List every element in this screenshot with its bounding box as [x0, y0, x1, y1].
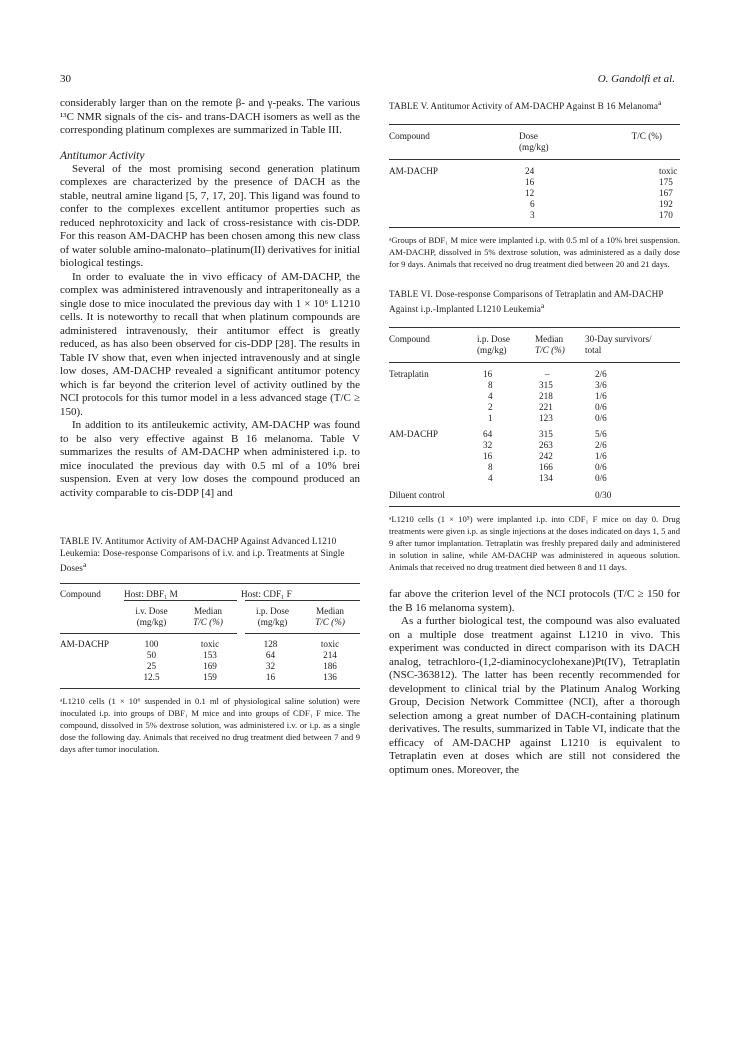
table-v-grid [389, 124, 680, 228]
table-cell: 50 [146, 650, 157, 661]
table-cell: 170 [659, 210, 673, 221]
table-cell: – [545, 369, 550, 380]
row-label: Diluent control [389, 490, 445, 501]
col-header: total [585, 345, 602, 356]
table-cell: 5/6 [595, 429, 607, 440]
table-iv-grid [60, 583, 360, 689]
col-header: Host: CDF₁ F [241, 589, 292, 600]
table-row [389, 188, 680, 199]
table-cell: 2 [488, 402, 493, 413]
paragraph: far above the criterion level of the NCI protocols (T/C ≥ 150 for the B 16 melanoma system). [389, 588, 680, 614]
table-cell: 167 [659, 188, 673, 199]
table-row [389, 210, 680, 228]
table-row [389, 484, 680, 507]
col-header: (mg/kg) [519, 142, 549, 153]
table-iv [60, 535, 360, 755]
row-label: Tetraplatin [389, 369, 429, 380]
col-header: i.p. Dose [241, 601, 300, 618]
table-row [60, 672, 360, 689]
col-header: (mg/kg) [241, 617, 300, 634]
table-cell: 123 [539, 413, 553, 424]
table-cell: 32 [483, 440, 493, 451]
col-header: i.v. Dose [124, 601, 179, 618]
table-cell: 159 [203, 672, 217, 683]
paragraph: considerably larger than on the remote β- and γ-peaks. The various ¹³C NMR signals of the cis- and trans-DACH isomers as well as the corresponding platinum complexes are summarized in Table III. [60, 97, 360, 136]
table-cell: 221 [539, 402, 553, 413]
table-row [389, 462, 680, 473]
table-cell: 263 [539, 440, 553, 451]
running-head: O. Gandolfi et al. [597, 73, 675, 85]
table-cell: 12.5 [143, 672, 160, 683]
right-column [389, 97, 680, 777]
section-heading: Antitumor Activity [60, 149, 145, 162]
table-cell: 128 [263, 639, 278, 650]
table-cell: 16 [483, 369, 493, 380]
paragraph: In order to evaluate the in vivo efficacy of AM-DACHP, the complex was administered intravenously and intraperitoneally as a single dose to mice inoculated the previous day with 1 × 10⁶ L1210 cells. It is noteworthy to recall that when platinum compounds are administered intravenously, their antitumor effect is greatly reduced, as has also been observed for cis-DDP [28]. The results in Table IV show that, even when injected intravenously and at single low doses, AM-DACHP revealed a significant antitumor potency which is far beyond the criterion level of activity outlined by the NCI protocols for this tumor model in a less advanced stage (T/C ≥ 150). [60, 270, 360, 418]
table-cell: 134 [539, 473, 553, 484]
table-cell: 166 [539, 462, 553, 473]
table-row [389, 391, 680, 402]
table-cell: 16 [525, 177, 535, 188]
table-cell: toxic [659, 166, 678, 177]
table-cell: 16 [265, 672, 276, 683]
table-row [389, 413, 680, 424]
paragraph: Several of the most promising second generation platinum complexes are characterized by the presence of DACH as the stable, neutral amine ligand [5, 7, 17, 20]. This ligand was found to confer to the complexes excellent antitumor properties such as reduced nephrotoxicity and lack of cross-resistance with cis-DDP. For this reason AM-DACHP has been chosen among this new class of water soluble amino-malonato–platinum(II) derivatives for initial biological testings. [60, 162, 360, 269]
table-row [60, 634, 360, 651]
col-header: i.p. Dose [477, 334, 510, 345]
table-cell: 8 [488, 380, 493, 391]
table-cell: 6 [530, 199, 535, 210]
table-row [60, 650, 360, 661]
table-cell: 1/6 [595, 391, 607, 402]
row-label: AM-DACHP [60, 639, 110, 650]
paragraph: As a further biological test, the compound was also evaluated on a multiple dose treatment against L1210 in vivo. This experiment was conducted in direct comparison with its DACH analog, tetrachloro-(1,2-diaminocyclohexane)Pt(IV), Tetraplatin (NSC-363812). The latter has been recently recommended for development to clinical trial by the Platinum Analog Working Group, Decision Network Committee (NCI), after a thorough selection among a great number of DACH-containing platinum derivatives. The results, summarized in Table VI, indicate that the efficacy of AM-DACHP against L1210 is equivalent to Tetraplatin even at doses which are still not considered the optimum ones. Moreover, the [389, 615, 680, 776]
table-cell: 0/6 [595, 413, 607, 424]
table-footnote: ᵃGroups of BDF₁ M mice were implanted i.p. with 0.5 ml of a 10% brei suspension. AM-DACHP, dissolved in 5% dextrose solution, was administered as a daily dose for 9 days. Animals that received no drug treatment died between 20 and 21 days. [389, 235, 680, 270]
table-caption: TABLE V. Antitumor Activity of AM-DACHP Against B 16 Melanoma$^a$ [389, 98, 662, 112]
table-cell: 3 [530, 210, 535, 221]
table-cell: 315 [539, 429, 553, 440]
table-footnote: ᵃL1210 cells (1 × 10⁵) were implanted i.p. into CDF₁ F mice on day 0. Drug treatments were given i.p. as single injections at the doses indicated on days 1, 5 and 9 after tumor implantation. Tetraplatin was freshly prepared daily and administered in solution in saline, while AM-DACHP was administered in aqueous solution. Animals that received no drug treatment died between 8 and 11 days. [389, 514, 680, 573]
table-cell: 1 [488, 413, 493, 424]
table-cell: 175 [659, 177, 673, 188]
table-row [389, 440, 680, 451]
col-header: Compound [60, 589, 101, 600]
table-vi-grid [389, 327, 680, 507]
table-cell: 214 [323, 650, 337, 661]
col-header: T/C (%) [631, 131, 662, 142]
table-cell: toxic [320, 639, 340, 650]
table-row [60, 661, 360, 672]
table-cell: 2/6 [595, 369, 607, 380]
col-header: T/C (%) [535, 345, 565, 356]
col-header: Host: DBF₁ M [124, 589, 178, 600]
table-cell: 3/6 [595, 380, 607, 391]
table-cell: 192 [659, 199, 673, 210]
table-cell: 0/6 [595, 462, 607, 473]
table-row [389, 160, 680, 178]
table-cell: 1/6 [595, 451, 607, 462]
col-header: T/C (%) [193, 617, 223, 628]
table-row [389, 451, 680, 462]
col-header: (mg/kg) [477, 345, 507, 356]
table-v [389, 97, 680, 270]
table-cell: 218 [539, 391, 553, 402]
table-cell: 12 [525, 188, 535, 199]
table-row [389, 380, 680, 391]
table-row [389, 199, 680, 210]
table-cell: 0/6 [595, 402, 607, 413]
table-cell: 100 [144, 639, 159, 650]
table-caption: TABLE IV. Antitumor Activity of AM-DACHP Against Advanced L1210 Leukemia: Dose-response Comparisons of i.v. and i.p. Treatments at Single Doses$^a$ [60, 536, 345, 574]
col-header: T/C (%) [315, 617, 345, 628]
table-cell: 242 [539, 451, 553, 462]
col-header: Median [300, 601, 360, 618]
table-cell: 64 [265, 650, 276, 661]
table-vi [389, 288, 680, 573]
table-cell: 2/6 [595, 440, 607, 451]
col-header: 30-Day survivors/ [585, 334, 652, 345]
table-footnote: ᵃL1210 cells (1 × 10⁶ suspended in 0.1 ml of physiological saline solution) were inoculated i.p. into groups of DBF₁ M mice and into groups of CDF₁ F mice. The compound, dissolved in 5% dextrose solution, was administered i.v. or i.p. as a single dose the following day. Animals that received no drug treatment died between 7 and 9 days after tumor inoculation. [60, 696, 360, 755]
table-cell: 186 [323, 661, 337, 672]
table-cell: 315 [539, 380, 553, 391]
table-cell: 136 [323, 672, 337, 683]
table-cell: 169 [203, 661, 217, 672]
row-label: AM-DACHP [389, 166, 439, 177]
table-cell: 32 [265, 661, 276, 672]
table-cell: 4 [488, 473, 493, 484]
col-header: Median [535, 334, 564, 345]
table-cell: 4 [488, 391, 493, 402]
col-header: Compound [389, 131, 430, 142]
table-cell: 16 [483, 451, 493, 462]
table-cell: 64 [483, 429, 493, 440]
table-cell: toxic [200, 639, 220, 650]
table-cell: 8 [488, 462, 493, 473]
left-column [60, 97, 360, 755]
table-cell: 25 [146, 661, 157, 672]
col-header: (mg/kg) [136, 617, 167, 628]
col-header: Compound [389, 334, 430, 345]
table-row [389, 177, 680, 188]
row-label: AM-DACHP [389, 429, 439, 440]
col-header: Median [179, 601, 241, 618]
paragraph: In addition to its antileukemic activity, AM-DACHP was found to be also very effective against B 16 melanoma. Table V summarizes the results of AM-DACHP when administered i.p. to mice inoculated the previous day with 0.5 ml of a 10% brei suspension. Even at very low doses the compound produced an activity comparable to cis-DDP [4] and [60, 419, 360, 499]
table-row [389, 363, 680, 381]
table-row [389, 424, 680, 440]
col-header: Dose [519, 131, 538, 142]
table-row [389, 402, 680, 413]
table-caption: TABLE VI. Dose-response Comparisons of Tetraplatin and AM-DACHP Against i.p.-Implanted L1210 Leukemia$^a$ [389, 289, 664, 315]
table-cell: 0/6 [595, 473, 607, 484]
table-cell: 24 [525, 166, 535, 177]
table-cell: 0/30 [595, 490, 612, 501]
table-row [389, 473, 680, 484]
table-cell: 153 [203, 650, 217, 661]
page-number: 30 [60, 73, 71, 85]
